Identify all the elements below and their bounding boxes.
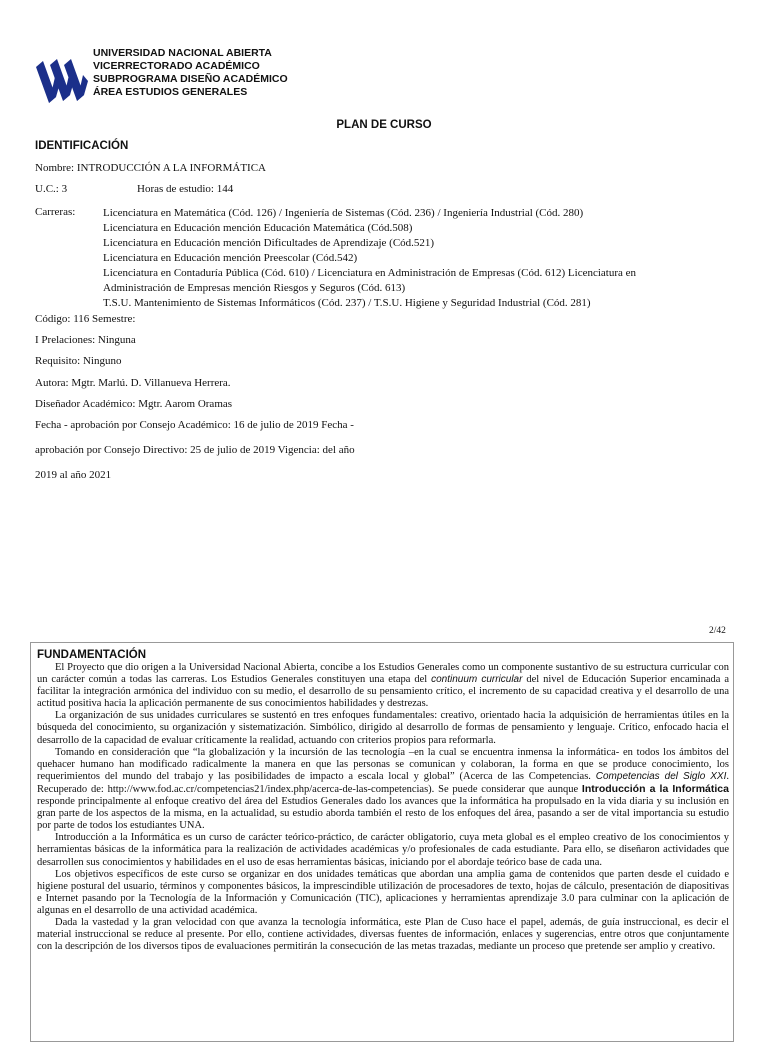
course-code: Código: 116 Semestre: — [35, 313, 136, 325]
validity-line: 2019 al año 2021 — [35, 469, 112, 481]
careers-list — [103, 206, 703, 311]
career-item: Licenciatura en Educación mención Dificultades de Aprendizaje (Cód.521) — [103, 237, 435, 249]
careers-label: Carreras: — [35, 206, 76, 218]
document-title: PLAN DE CURSO — [336, 119, 432, 131]
approval-date-line: aprobación por Consejo Directivo: 25 de julio de 2019 Vigencia: del año — [35, 444, 355, 456]
paragraph: Dada la vastedad y la gran velocidad con que avanza la tecnología informática, este Plan de Cuso hace el papel, además, de guía instruccional, es decir el material instruccional se reduce al presente. Por ello, contiene actividades, diversas fuentes de información, enlaces y sugerencias, entre otros que conjuntamente con la descripción de los diversos tipos de evaluaciones permitirán la consecución de las metas trazadas, mediante un proceso que pretende ser amplio y creativo. — [37, 916, 729, 953]
career-item: Licenciatura en Educación mención Educación Matemática (Cód.508) — [103, 222, 413, 234]
requirement: Requisito: Ninguno — [35, 355, 122, 367]
fundamentacion-box — [30, 642, 734, 1042]
career-item: Licenciatura en Contaduría Pública (Cód. 610) / Licenciatura en Administración de Empresas (Cód. 612) Licenciatura en Administración de Empresas mención Riesgos y Seguros (Cód. 613) — [103, 267, 637, 294]
page-number: 2/42 — [709, 626, 726, 636]
institution-line: UNIVERSIDAD NACIONAL ABIERTA — [93, 47, 272, 59]
credit-units: U.C.: 3 — [35, 183, 68, 195]
identificacion-heading: IDENTIFICACIÓN — [35, 140, 129, 152]
institution-line: VICERRECTORADO ACADÉMICO — [93, 60, 260, 72]
paragraph: Los objetivos específicos de este curso se organizar en dos unidades temáticas que abordan una amplia gama de contenidos que parten desde el cuidado e higiene postural del usuario, términos y componentes básicos, la imprescindible utilización de procesadores de texto, hojas de cálculo, presentación de diapositivas e Internet pasando por la Tecnología de la Información y Comunicación (TIC), aplicaciones y herramientas aprendizaje 3.0 para culminar con la aplicación de algunas en el desarrollo de una actividad académica. — [37, 868, 729, 916]
una-logo-icon — [36, 57, 88, 105]
paragraph: Tomando en consideración que “la globalización y la incursión de las tecnología –en la cual se encuentra inmensa la informática- en todos los ámbitos del quehacer humano han modificado radicalmente la manera en que las personas se comunican y colaboran, la forma en que se produce conocimiento, los requerimientos del mundo del trabajo y las posibilidades de impacto a escala local y global” (Acerca de las Competencias. Competencias del Siglo XXI. Recuperado de: http://www.fod.ac.cr/competencias21/index.php/acerca-de-las-competencias). Se puede considerar que aunque Introducción a la Informática responde principalmente al enfoque creativo del área del Estudios Generales dado los avances que la informática ha propulsado en la vida diaria y su inclusión en gran parte de los aspectos de la misma, en la actualidad, su estudio aborda también el resto de los enfoques del área, pasando a ser de vital importancia su estudio por parte de todos los estudiantes UNA. — [37, 746, 729, 832]
paragraph: Introducción a la Informática es un curso de carácter teórico-práctico, de carácter obligatorio, cuya meta global es el empleo creativo de los conocimientos y herramientas básicas de la informática para la realización de actividades académicas y/o profesionales de cada estudiante. Para ello, se diseñaron actividades que desarrollen sus conocimientos y habilidades en el uso de esas herramientas básicas, iniciando por el abordaje teórico base de cada una. — [37, 832, 729, 868]
institution-line: SUBPROGRAMA DISEÑO ACADÉMICO — [93, 73, 288, 85]
author: Autora: Mgtr. Marlú. D. Villanueva Herrera. — [35, 377, 231, 389]
career-item: Licenciatura en Educación mención Preescolar (Cód.542) — [103, 252, 358, 264]
paragraph: La organización de sus unidades curriculares se sustentó en tres enfoques fundamentales: creativo, orientado hacia la adquisición de herramientas útiles en la búsqueda del conocimiento, su organización y sistematización. Simbólico, dirigido al desarrollo de formas de pensamiento y lenguaje. Crítico, enfocado hacia el desarrollo de la capacidad de evaluar críticamente la realidad, actuando con criterios propios para reformarla. — [37, 710, 729, 746]
course-name: Nombre: INTRODUCCIÓN A LA INFORMÁTICA — [35, 162, 266, 174]
approval-date-line: Fecha - aprobación por Consejo Académico: 16 de julio de 2019 Fecha - — [35, 419, 354, 431]
institution-header — [93, 47, 288, 99]
institution-line: ÁREA ESTUDIOS GENERALES — [93, 86, 248, 98]
career-item: T.S.U. Mantenimiento de Sistemas Informáticos (Cód. 237) / T.S.U. Higiene y Seguridad Industrial (Cód. 281) — [103, 297, 591, 309]
paragraph: El Proyecto que dio origen a la Universidad Nacional Abierta, concibe a los Estudios Generales como un componente sustantivo de su estructura curricular con un carácter común a todas las carreras. Los Estudios Generales constituyen una etapa del continuum curricular del nivel de Educación Superior encaminada a facilitar la integración armónica del individuo con su medio, el desarrollo de su pensamiento crítico, el incremento de su capacidad creativa y el desarrollo de una actitud positiva hacia la aplicación permanente de sus conocimientos habilidades y destrezas. — [37, 662, 729, 710]
academic-designer: Diseñador Académico: Mgtr. Aarom Oramas — [35, 398, 233, 410]
career-item: Licenciatura en Matemática (Cód. 126) / Ingeniería de Sistemas (Cód. 236) / Ingeniería Industrial (Cód. 280) — [103, 207, 584, 219]
fundamentacion-heading: FUNDAMENTACIÓN — [37, 649, 147, 661]
study-hours: Horas de estudio: 144 — [137, 183, 234, 195]
prerequisites: I Prelaciones: Ninguna — [35, 334, 136, 346]
